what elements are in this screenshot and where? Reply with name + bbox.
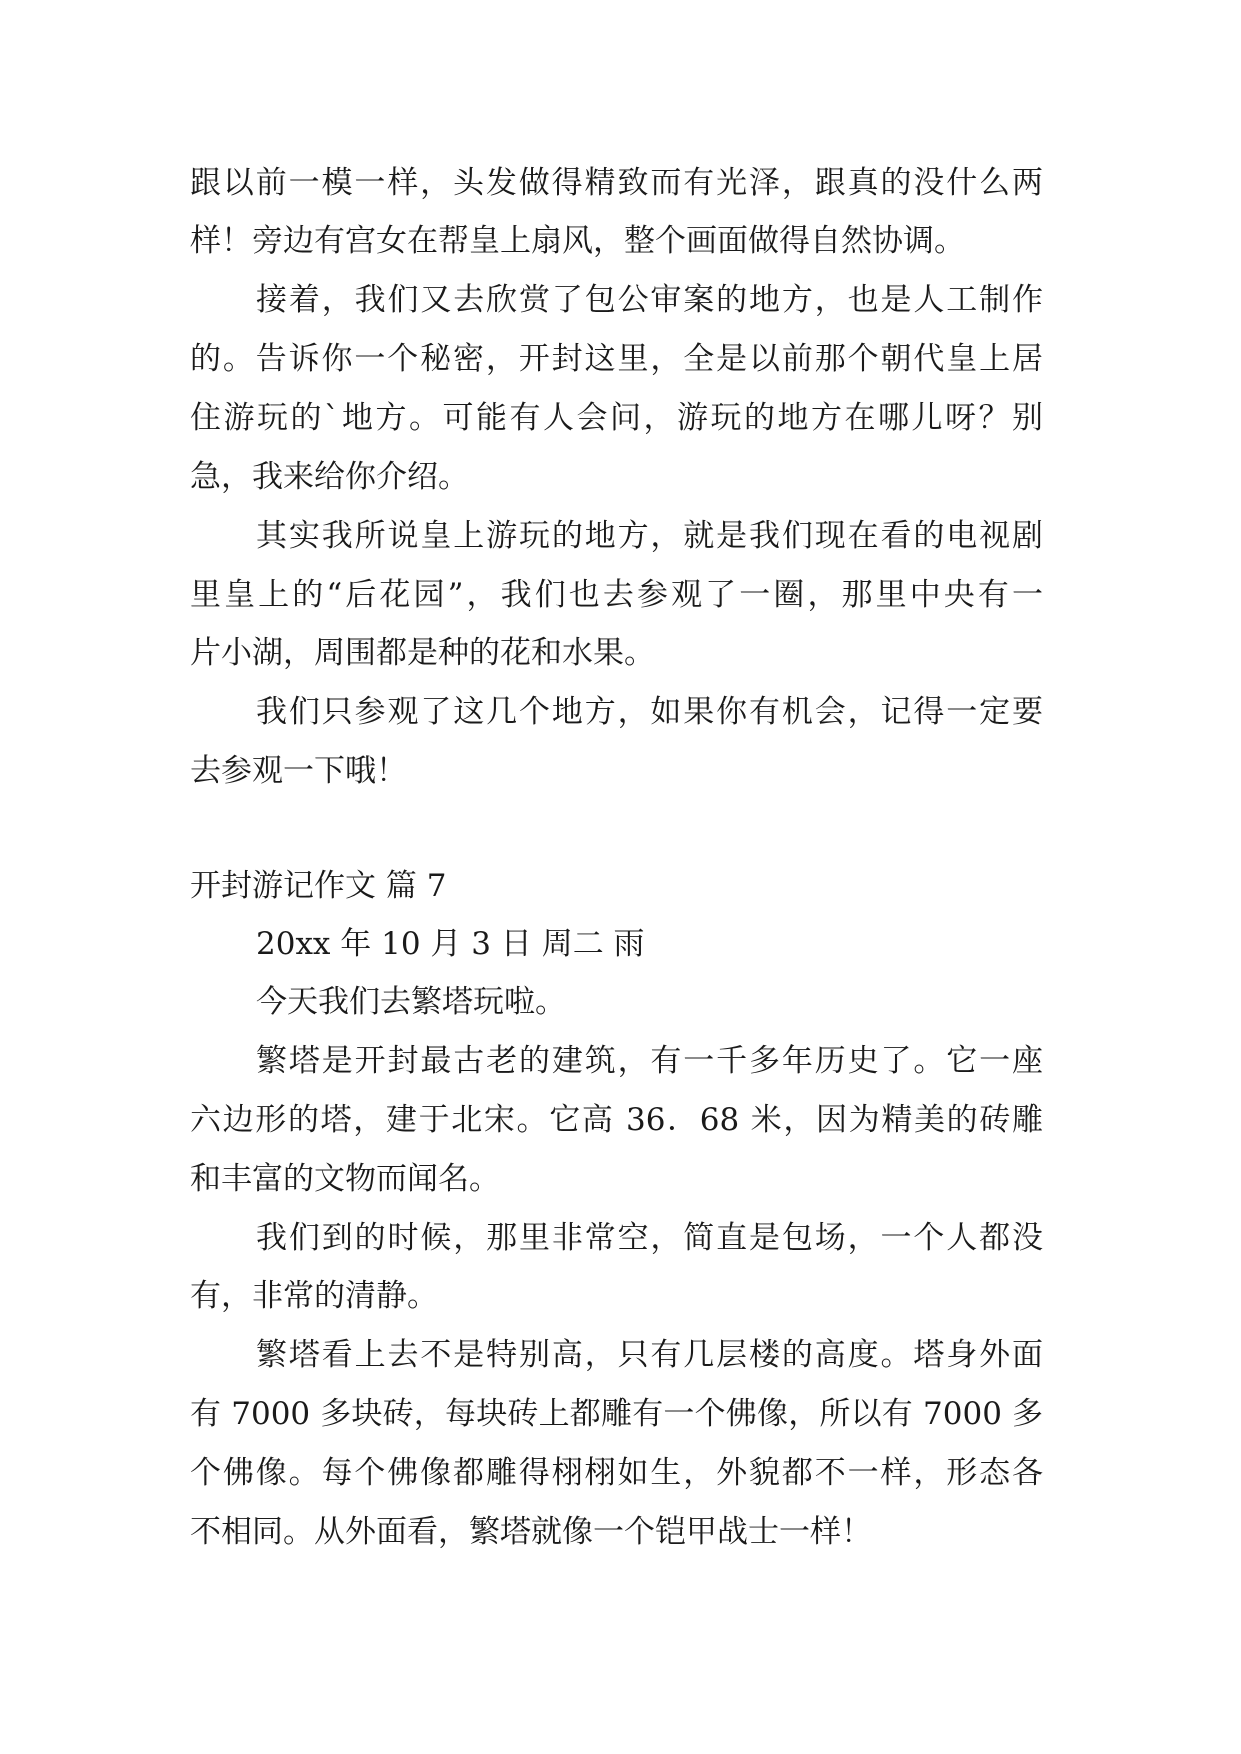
text-line-9: 片小湖，周围都是种的花和水果。 [190,635,655,671]
text-line-10: 我们只参观了这几个地方，如果你有机会，记得一定要 [256,694,1043,730]
text-line-22: 个佛像。每个佛像都雕得栩栩如生，外貌都不一样，形态各 [190,1455,1043,1491]
section-heading: 开封游记作文 篇 7 [190,868,447,904]
text-line-4: 的。告诉你一个秘密，开封这里，全是以前那个朝代皇上居 [190,341,1043,377]
text-line-23: 不相同。从外面看，繁塔就像一个铠甲战士一样！ [190,1514,872,1550]
text-line-17: 和丰富的文物而闻名。 [190,1161,500,1197]
text-line-15: 繁塔是开封最古老的建筑，有一千多年历史了。它一座 [256,1043,1043,1079]
text-line-11: 去参观一下哦！ [190,753,407,789]
text-line-5: 住游玩的`地方。可能有人会问，游玩的地方在哪儿呀？别 [190,400,1043,436]
text-line-3: 接着，我们又去欣赏了包公审案的地方，也是人工制作 [256,282,1043,318]
text-line-21: 有 7000 多块砖，每块砖上都雕有一个佛像，所以有 7000 多 [190,1396,1043,1432]
text-line-14: 今天我们去繁塔玩啦。 [256,984,566,1020]
text-line-7: 其实我所说皇上游玩的地方，就是我们现在看的电视剧 [256,518,1043,554]
text-line-16: 六边形的塔，建于北宋。它高 36．68 米，因为精美的砖雕 [190,1102,1043,1138]
text-line-8: 里皇上的“后花园”，我们也去参观了一圈，那里中央有一 [190,577,1043,613]
text-line-19: 有，非常的清静。 [190,1278,438,1314]
text-line-20: 繁塔看上去不是特别高，只有几层楼的高度。塔身外面 [256,1337,1043,1373]
text-line-1: 跟以前一模一样，头发做得精致而有光泽，跟真的没什么两 [190,165,1043,201]
text-line-18: 我们到的时候，那里非常空，简直是包场，一个人都没 [256,1220,1043,1256]
diary-date-line: 20xx 年 10 月 3 日 周二 雨 [256,926,645,962]
text-line-2: 样！旁边有宫女在帮皇上扇风，整个画面做得自然协调。 [190,223,965,259]
text-line-6: 急，我来给你介绍。 [190,459,469,495]
